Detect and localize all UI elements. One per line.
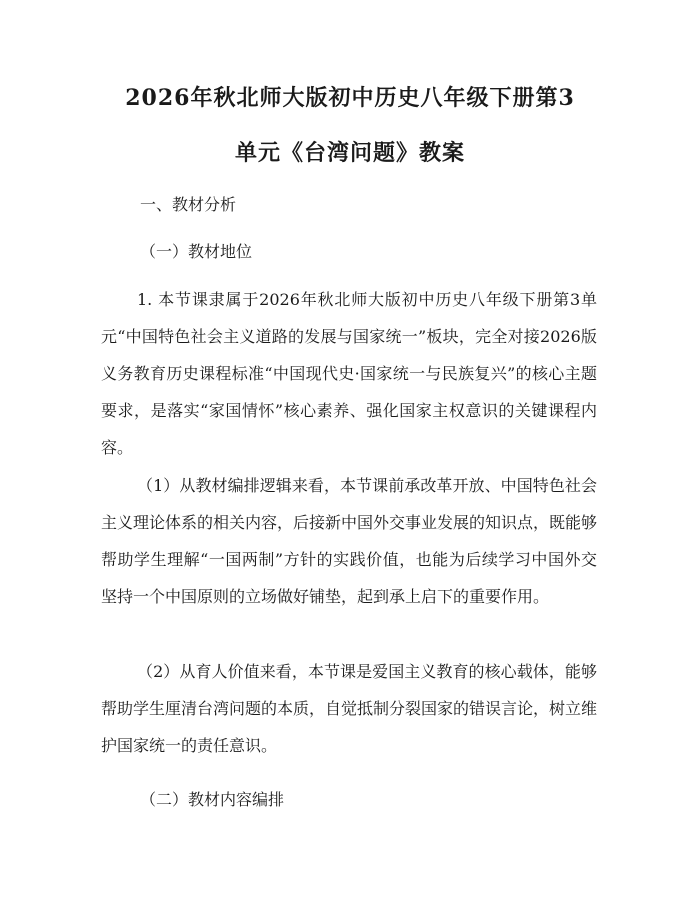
paragraph-compilation-logic: （1）从教材编排逻辑来看，本节课前承改革开放、中国特色社会主义理论体系的相关内容，后接新中国外交事业发展的知识点，既能够帮助学生理解“一国两制”方针的实践价值，也能为后续学习中国外交坚持一个中国原则的立场做好铺垫，起到承上启下的重要作用。 <box>101 476 598 606</box>
subsection-heading-textbook-position: （一）教材地位 <box>140 242 253 261</box>
document-title-line2: 单元《台湾问题》教案 <box>234 140 465 166</box>
subsection-heading-content-arrangement: （二）教材内容编排 <box>140 790 285 809</box>
paragraph-educational-value: （2）从育人价值来看，本节课是爱国主义教育的核心载体，能够帮助学生厘清台湾问题的本质，自觉抵制分裂国家的错误言论，树立维护国家统一的责任意识。 <box>101 662 598 755</box>
paragraph-course-position: 1. 本节课隶属于2026年秋北师大版初中历史八年级下册第3单元“中国特色社会主义道路的发展与国家统一”板块，完全对接2026版义务教育历史课程标准“中国现代史·国家统一与民族复兴”的核心主题要求，是落实“家国情怀”核心素养、强化国家主权意识的关键课程内容。 <box>101 290 597 457</box>
document-title-line1: 2026年秋北师大版初中历史八年级下册第3 <box>125 85 575 111</box>
section-heading-textbook-analysis: 一、教材分析 <box>140 195 237 214</box>
